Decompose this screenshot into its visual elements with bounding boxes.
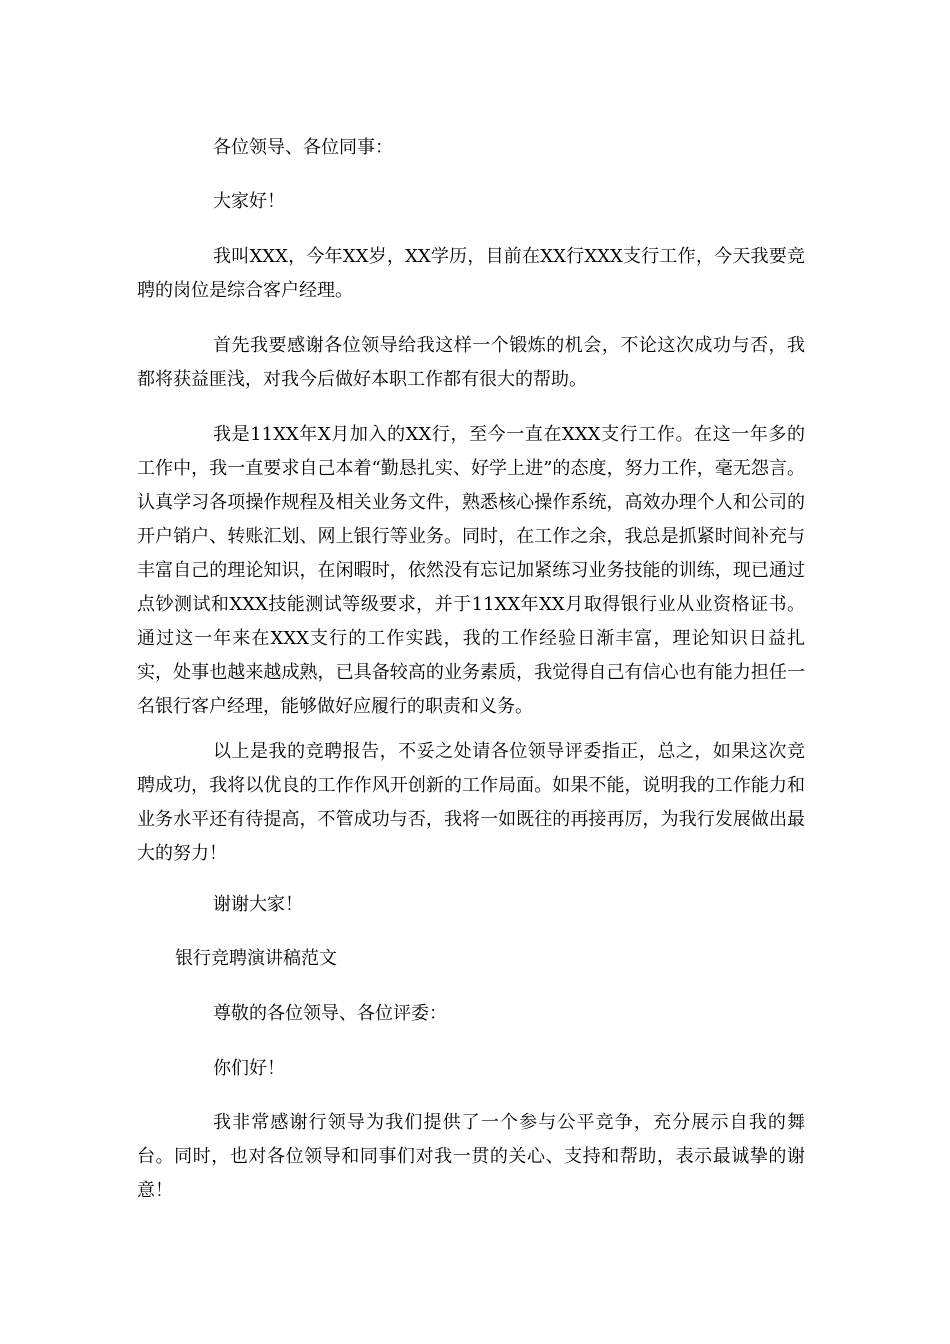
- paragraph-intro: 我叫XXX，今年XX岁，XX学历，目前在XX行XXX支行工作，今天我要竞聘的岗位是综合客户经理。: [137, 246, 805, 301]
- closing-thanks: 谢谢大家！: [213, 894, 303, 915]
- salutation: 各位领导、各位同事：: [213, 137, 393, 158]
- paragraph-gratitude: 我非常感谢行领导为我们提供了一个参与公平竞争，充分展示自我的舞台。同时，也对各位领导和同事们对我一贯的关心、支持和帮助，表示最诚挚的谢意！: [137, 1112, 805, 1201]
- greeting: 大家好！: [213, 191, 285, 212]
- salutation-2: 尊敬的各位领导、各位评委：: [213, 1003, 447, 1024]
- greeting-2: 你们好！: [213, 1058, 285, 1079]
- section-title: 银行竞聘演讲稿范文: [175, 948, 337, 969]
- paragraph-conclusion: 以上是我的竞聘报告，不妥之处请各位领导评委指正，总之，如果这次竞聘成功，我将以优良的工作作风开创新的工作局面。如果不能，说明我的工作能力和业务水平还有待提高，不管成功与否，我将一如既往的再接再厉，为我行发展做出最大的努力！: [137, 741, 805, 864]
- paragraph-thanks: 首先我要感谢各位领导给我这样一个锻炼的机会，不论这次成功与否，我都将获益匪浅，对我今后做好本职工作都有很大的帮助。: [137, 335, 805, 390]
- paragraph-experience: 我是11XX年X月加入的XX行，至今一直在XXX支行工作。在这一年多的工作中，我一直要求自己本着“勤恳扎实、好学上进”的态度，努力工作，毫无怨言。认真学习各项操作规程及相关业务文件，熟悉核心操作系统，高效办理个人和公司的开户销户、转账汇划、网上银行等业务。同时，在工作之余，我总是抓紧时间补充与丰富自己的理论知识，在闲暇时，依然没有忘记加紧练习业务技能的训练，现已通过点钞测试和XXX技能测试等级要求，并于11XX年XX月取得银行业从业资格证书。通过这一年来在XXX支行的工作实践，我的工作经验日渐丰富，理论知识日益扎实，处事也越来越成熟，已具备较高的业务素质，我觉得自己有信心也有能力担任一名银行客户经理，能够做好应履行的职责和义务。: [137, 424, 805, 717]
